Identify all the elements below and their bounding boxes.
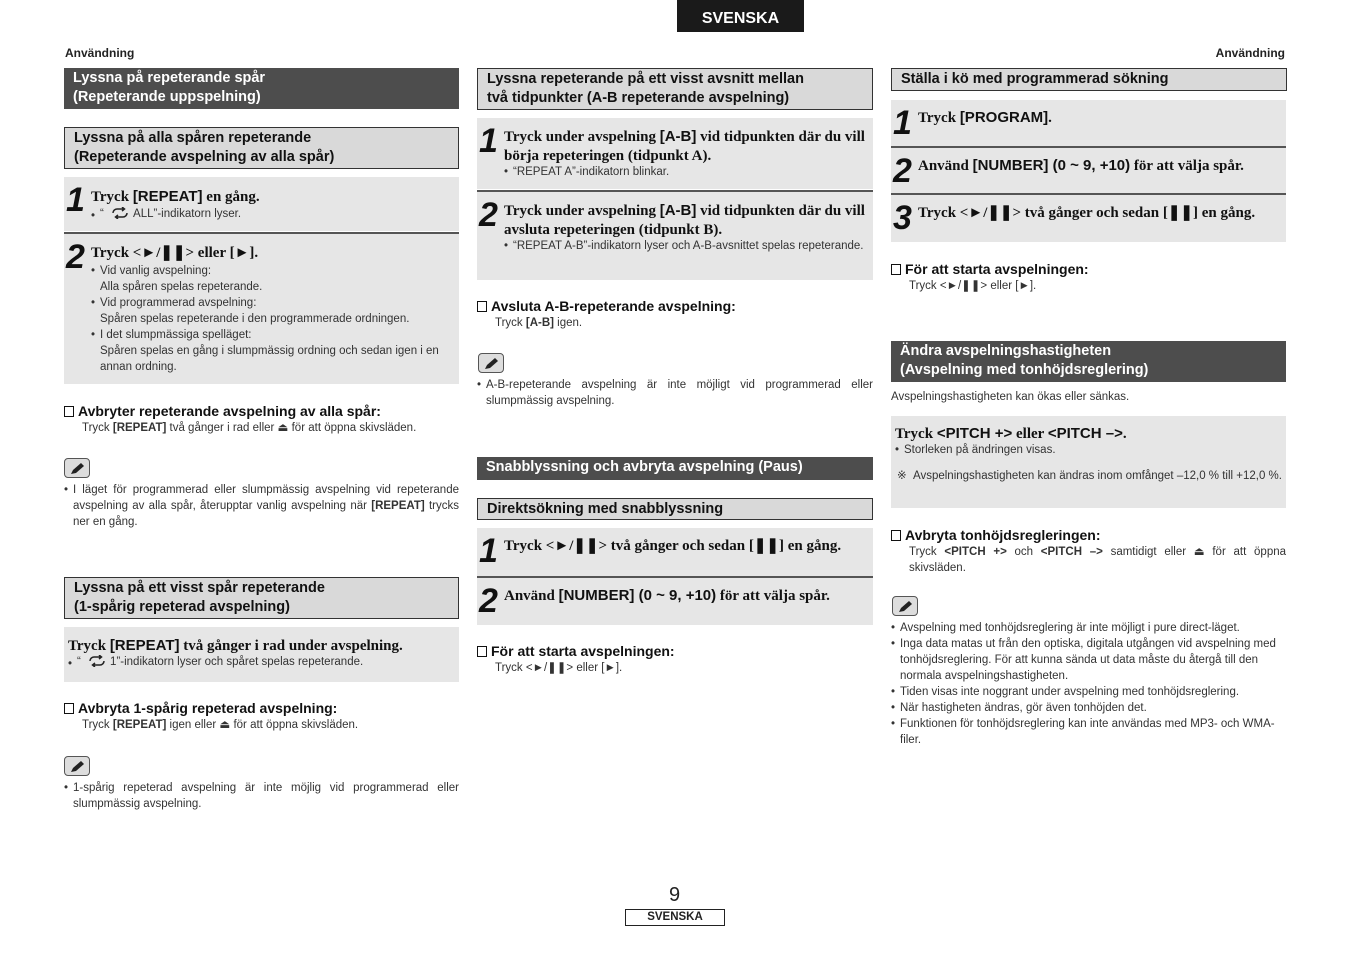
step-text: Tryck <►/❚❚> två gånger och sedan [❚❚] en gång. — [504, 538, 842, 554]
running-head-left: Användning — [65, 46, 135, 60]
step-bullet: • “ ALL”-indikatorn lyser. — [91, 206, 241, 222]
step-bullet: • Storleken på ändringen visas. — [895, 442, 1056, 458]
cancel-pitch-title: Avbryta tonhöjdsregleringen: — [891, 526, 1101, 544]
bullet-detail: Spåren spelas en gång i slumpmässig ordning och sedan igen i en annan ordning. — [100, 345, 439, 373]
cancel-repeat-one-text: Tryck [REPEAT] igen eller ⏏ för att öppna skivsläden. — [82, 719, 359, 731]
step-1-ab — [477, 118, 873, 189]
step-text: Tryck [REPEAT] två gånger i rad under avspelning. — [68, 637, 403, 654]
section-header-line: Ändra avspelningshastigheten — [900, 343, 1112, 359]
start-playback-text: Tryck <►/❚❚> eller [►]. — [495, 662, 623, 674]
step-1-direct — [477, 528, 873, 576]
subsection-header-line: (Repeterande avspelning av alla spår) — [74, 149, 335, 165]
section-header-line: Lyssna repeterande på ett visst avsnitt mellan — [487, 71, 804, 87]
pencil-note-icon — [64, 756, 90, 776]
note-item: • Inga data matas ut från den optiska, digitala utgången vid avspelning med tonhöjdsreglering. För att kunna sända ut data måste du återgå till den normala avspelningshastigheten. — [891, 636, 1287, 684]
cancel-repeat-all-text: Tryck [REPEAT] två gånger i rad eller ⏏ för att öppna skivsläden. — [82, 422, 417, 434]
checkbox-square-icon — [891, 530, 901, 541]
note-item: • Funktionen för tonhöjdsreglering kan inte användas med MP3- och WMA-filer. — [891, 716, 1287, 748]
bullet-detail: Spåren spelas repeterande i den programmerade ordningen. — [100, 313, 410, 325]
section-header-line: (Repeterande uppspelning) — [73, 89, 261, 105]
step-2-ab — [477, 190, 873, 280]
section-header-program: Ställa i kö med programmerad sökning — [891, 68, 1287, 91]
section-header-line: (Avspelning med tonhöjdsreglering) — [900, 362, 1149, 378]
bullet-item: • Vid vanlig avspelning: — [91, 263, 453, 279]
step-text: Använd [NUMBER] (0 ~ 9, +10) för att välja spår. — [504, 587, 830, 604]
checkbox-square-icon — [64, 406, 74, 417]
pitch-intro: Avspelningshastigheten kan ökas eller sänkas. — [891, 391, 1130, 403]
step-1-repeat — [64, 177, 459, 231]
end-ab-text: Tryck [A-B] igen. — [495, 317, 583, 329]
step-text: Tryck [REPEAT] en gång. — [91, 188, 260, 205]
step-1-program — [891, 100, 1286, 146]
step-repeat-one — [64, 627, 459, 682]
step-number: 2 — [479, 582, 498, 620]
step-number: 1 — [66, 181, 85, 219]
step-number: 2 — [479, 196, 498, 234]
language-tab: SVENSKA — [677, 0, 804, 32]
pitch-notes — [891, 620, 1287, 748]
subsection-header-line: Lyssna på ett visst spår repeterande — [74, 580, 325, 596]
section-header-line: Lyssna på repeterande spår — [73, 70, 266, 86]
step-number: 2 — [66, 238, 85, 276]
note-ab: • A-B-repeterande avspelning är inte möjligt vid programmerad eller slumpmässig avspelning. — [477, 377, 873, 409]
pitch-range-note: ※ Avspelningshastigheten kan ändras inom omfånget –12,0 % till +12,0 %. — [897, 470, 1282, 482]
subsection-header-direct-search: Direktsökning med snabblyssning — [477, 498, 873, 520]
note-item: • Avspelning med tonhöjdsreglering är inte möjligt i pure direct-läget. — [891, 620, 1287, 636]
pencil-note-icon — [478, 353, 504, 373]
subsection-header-repeat-all — [64, 127, 459, 169]
subsection-header-repeat-one — [64, 577, 459, 619]
bullet-item: • I det slumpmässiga spelläget: — [91, 327, 453, 343]
key-repeat: [REPEAT] — [132, 188, 203, 205]
pencil-note-icon — [64, 458, 90, 478]
step-text: Tryck <►/❚❚> eller [►]. — [91, 245, 259, 261]
step-number: 1 — [479, 532, 498, 570]
note-2: • 1-spårig repeterad avspelning är inte möjlig vid programmerad eller slumpmässig avspelning. — [64, 780, 459, 812]
step-number: 1 — [893, 104, 912, 142]
start-playback-title: För att starta avspelningen: — [891, 260, 1089, 278]
step-pitch — [891, 416, 1286, 508]
checkbox-square-icon — [891, 264, 901, 275]
section-header-pitch — [891, 341, 1286, 382]
language-footer-tab: SVENSKA — [625, 909, 725, 926]
step-2-direct — [477, 576, 873, 625]
step-number: 2 — [893, 152, 912, 190]
step-text: Tryck <PITCH +> eller <PITCH –>. — [895, 425, 1127, 442]
pencil-note-icon — [892, 596, 918, 616]
cancel-repeat-one-title: Avbryta 1-spårig repeterad avspelning: — [64, 699, 337, 717]
step-text: Tryck [PROGRAM]. — [918, 109, 1052, 126]
step-text: Tryck <►/❚❚> två gånger och sedan [❚❚] en gång. — [918, 205, 1256, 221]
reference-mark-icon: ※ — [897, 470, 907, 482]
bullet-item: • Vid programmerad avspelning: — [91, 295, 453, 311]
subsection-header-line: Lyssna på alla spåren repeterande — [74, 130, 312, 146]
cancel-repeat-all-title: Avbryter repeterande avspelning av alla spår: — [64, 402, 381, 420]
step-2-play — [64, 232, 459, 384]
start-playback-text: Tryck <►/❚❚> eller [►]. — [909, 280, 1037, 292]
step-bullet: • “ 1”-indikatorn lyser och spåret spelas repeterande. — [68, 654, 363, 670]
section-header-pause: Snabblyssning och avbryta avspelning (Paus) — [477, 457, 873, 480]
step-2-program — [891, 146, 1286, 193]
section-header-repeat — [64, 68, 459, 109]
note-item: • När hastigheten ändras, gör även tonhöjden det. — [891, 700, 1287, 716]
step-text: Använd [NUMBER] (0 ~ 9, +10) för att välja spår. — [918, 157, 1244, 174]
checkbox-square-icon — [477, 646, 487, 657]
step-bullet: • “REPEAT A-B”-indikatorn lyser och A-B-avsnittet spelas repeterande. — [504, 238, 868, 254]
step-text: Tryck under avspelning [A-B] vid tidpunkten där du vill börja repeteringen (tidpunkt A). — [504, 128, 865, 164]
note-item: • Tiden visas inte noggrant under avspelning med tonhöjdsreglering. — [891, 684, 1287, 700]
step-number: 3 — [893, 199, 912, 237]
repeat-icon — [110, 207, 130, 219]
checkbox-square-icon — [64, 703, 74, 714]
note-1: • I läget för programmerad eller slumpmässig avspelning vid repeterande avspelning av alla spår, återupptar vanlig avspelning när [REPEAT] trycks ner en gång. — [64, 482, 459, 530]
bullet-detail: Alla spåren spelas repeterande. — [100, 281, 263, 293]
step-bullets — [91, 263, 453, 375]
section-header-line: två tidpunkter (A-B repeterande avspelning) — [487, 90, 790, 106]
cancel-pitch-text: Tryck <PITCH +> och <PITCH –> samtidigt eller ⏏ för att öppna skivsläden. — [909, 546, 1286, 574]
step-text: Tryck under avspelning [A-B] vid tidpunkten där du vill avsluta repeteringen (tidpunkt B). — [504, 202, 865, 238]
checkbox-square-icon — [477, 301, 487, 312]
step-number: 1 — [479, 122, 498, 160]
section-header-ab-repeat — [477, 68, 873, 110]
end-ab-title: Avsluta A-B-repeterande avspelning: — [477, 297, 736, 315]
start-playback-title: För att starta avspelningen: — [477, 642, 675, 660]
step-bullet: • “REPEAT A”-indikatorn blinkar. — [504, 164, 669, 180]
step-3-program — [891, 193, 1286, 242]
page-number: 9 — [668, 884, 681, 906]
key-repeat: [REPEAT] — [112, 422, 167, 434]
running-head-right: Användning — [1215, 46, 1285, 60]
subsection-header-line: (1-spårig repeterad avspelning) — [74, 599, 290, 615]
repeat-icon — [87, 655, 107, 667]
